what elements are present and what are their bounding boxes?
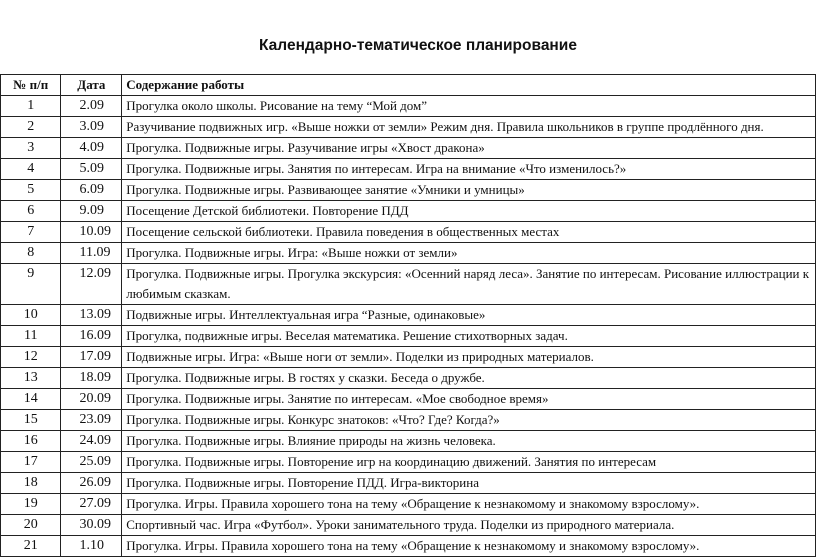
row-date-cell: 30.09 (61, 515, 122, 536)
header-content: Содержание работы (122, 75, 816, 96)
table-row (1, 159, 816, 180)
row-date-cell: 25.09 (61, 452, 122, 473)
row-num-cell: 7 (1, 222, 61, 243)
row-date-cell: 2.09 (61, 96, 122, 117)
row-num-cell: 4 (1, 159, 61, 180)
row-content-cell: Прогулка. Подвижные игры. Конкурс знатоков: «Что? Где? Когда?» (122, 410, 816, 431)
header-num: № п/п (1, 75, 61, 96)
row-num-cell: 8 (1, 243, 61, 264)
table-row (1, 201, 816, 222)
row-content-cell: Спортивный час. Игра «Футбол». Уроки занимательного труда. Поделки из природного материала. (122, 515, 816, 536)
header-date: Дата (61, 75, 122, 96)
row-date-cell: 12.09 (61, 264, 122, 305)
row-num-cell: 1 (1, 96, 61, 117)
table-row (1, 494, 816, 515)
table-body (1, 96, 816, 557)
row-date-cell: 16.09 (61, 326, 122, 347)
table-row (1, 243, 816, 264)
page-title: Календарно-тематическое планирование (259, 37, 577, 54)
row-num-cell: 21 (1, 536, 61, 557)
table-row (1, 264, 816, 305)
row-num-cell: 19 (1, 494, 61, 515)
row-num-cell: 18 (1, 473, 61, 494)
row-content-cell: Прогулка. Подвижные игры. Разучивание игры «Хвост дракона» (122, 138, 816, 159)
table-row (1, 536, 816, 557)
row-date-cell: 3.09 (61, 117, 122, 138)
row-content-cell: Прогулка. Игры. Правила хорошего тона на тему «Обращение к незнакомому и знакомому взрослому». (122, 494, 816, 515)
row-date-cell: 1.10 (61, 536, 122, 557)
row-content-cell: Прогулка. Подвижные игры. Повторение ПДД. Игра-викторина (122, 473, 816, 494)
row-num-cell: 6 (1, 201, 61, 222)
row-content-cell: Прогулка. Игры. Правила хорошего тона на тему «Обращение к незнакомому и знакомому взрослому». (122, 536, 816, 557)
row-date-cell: 10.09 (61, 222, 122, 243)
table-row (1, 347, 816, 368)
row-num-cell: 15 (1, 410, 61, 431)
table-row (1, 326, 816, 347)
row-num-cell: 17 (1, 452, 61, 473)
row-content-cell: Прогулка. Подвижные игры. Занятие по интересам. «Мое свободное время» (122, 389, 816, 410)
row-content-cell: Прогулка. Подвижные игры. Прогулка экскурсия: «Осенний наряд леса». Занятие по интересам. Рисование иллюстрации к любимым сказкам. (122, 264, 816, 305)
table-row (1, 305, 816, 326)
row-content-cell: Посещение Детской библиотеки. Повторение ПДД (122, 201, 816, 222)
row-date-cell: 23.09 (61, 410, 122, 431)
row-date-cell: 6.09 (61, 180, 122, 201)
row-date-cell: 17.09 (61, 347, 122, 368)
row-num-cell: 14 (1, 389, 61, 410)
row-date-cell: 26.09 (61, 473, 122, 494)
row-num-cell: 2 (1, 117, 61, 138)
row-date-cell: 24.09 (61, 431, 122, 452)
row-date-cell: 11.09 (61, 243, 122, 264)
row-content-cell: Посещение сельской библиотеки. Правила поведения в общественных местах (122, 222, 816, 243)
table-header-row (1, 75, 816, 96)
row-content-cell: Подвижные игры. Игра: «Выше ноги от земли». Поделки из природных материалов. (122, 347, 816, 368)
row-content-cell: Прогулка. Подвижные игры. Занятия по интересам. Игра на внимание «Что изменилось?» (122, 159, 816, 180)
row-content-cell: Прогулка. Подвижные игры. Игра: «Выше ножки от земли» (122, 243, 816, 264)
row-num-cell: 20 (1, 515, 61, 536)
row-content-cell: Подвижные игры. Интеллектуальная игра “Разные, одинаковые» (122, 305, 816, 326)
row-content-cell: Прогулка около школы. Рисование на тему “Мой дом” (122, 96, 816, 117)
row-num-cell: 10 (1, 305, 61, 326)
table-row (1, 368, 816, 389)
schedule-table (0, 74, 816, 557)
row-content-cell: Прогулка. Подвижные игры. Повторение игр на координацию движений. Занятия по интересам (122, 452, 816, 473)
row-num-cell: 5 (1, 180, 61, 201)
row-num-cell: 13 (1, 368, 61, 389)
row-num-cell: 16 (1, 431, 61, 452)
row-date-cell: 13.09 (61, 305, 122, 326)
row-num-cell: 11 (1, 326, 61, 347)
table-row (1, 138, 816, 159)
row-content-cell: Прогулка, подвижные игры. Веселая математика. Решение стихотворных задач. (122, 326, 816, 347)
row-date-cell: 27.09 (61, 494, 122, 515)
row-content-cell: Разучивание подвижных игр. «Выше ножки от земли» Режим дня. Правила школьников в группе продлённого дня. (122, 117, 816, 138)
row-date-cell: 5.09 (61, 159, 122, 180)
table-row (1, 410, 816, 431)
row-date-cell: 20.09 (61, 389, 122, 410)
table-row (1, 389, 816, 410)
table-row (1, 473, 816, 494)
row-date-cell: 4.09 (61, 138, 122, 159)
table-row (1, 222, 816, 243)
row-date-cell: 18.09 (61, 368, 122, 389)
row-num-cell: 3 (1, 138, 61, 159)
table-row (1, 515, 816, 536)
row-num-cell: 9 (1, 264, 61, 305)
table-row (1, 180, 816, 201)
row-content-cell: Прогулка. Подвижные игры. Влияние природы на жизнь человека. (122, 431, 816, 452)
table-row (1, 431, 816, 452)
row-num-cell: 12 (1, 347, 61, 368)
row-date-cell: 9.09 (61, 201, 122, 222)
row-content-cell: Прогулка. Подвижные игры. Развивающее занятие «Умники и умницы» (122, 180, 816, 201)
table-row (1, 117, 816, 138)
table-row (1, 452, 816, 473)
row-content-cell: Прогулка. Подвижные игры. В гостях у сказки. Беседа о дружбе. (122, 368, 816, 389)
table-row (1, 96, 816, 117)
